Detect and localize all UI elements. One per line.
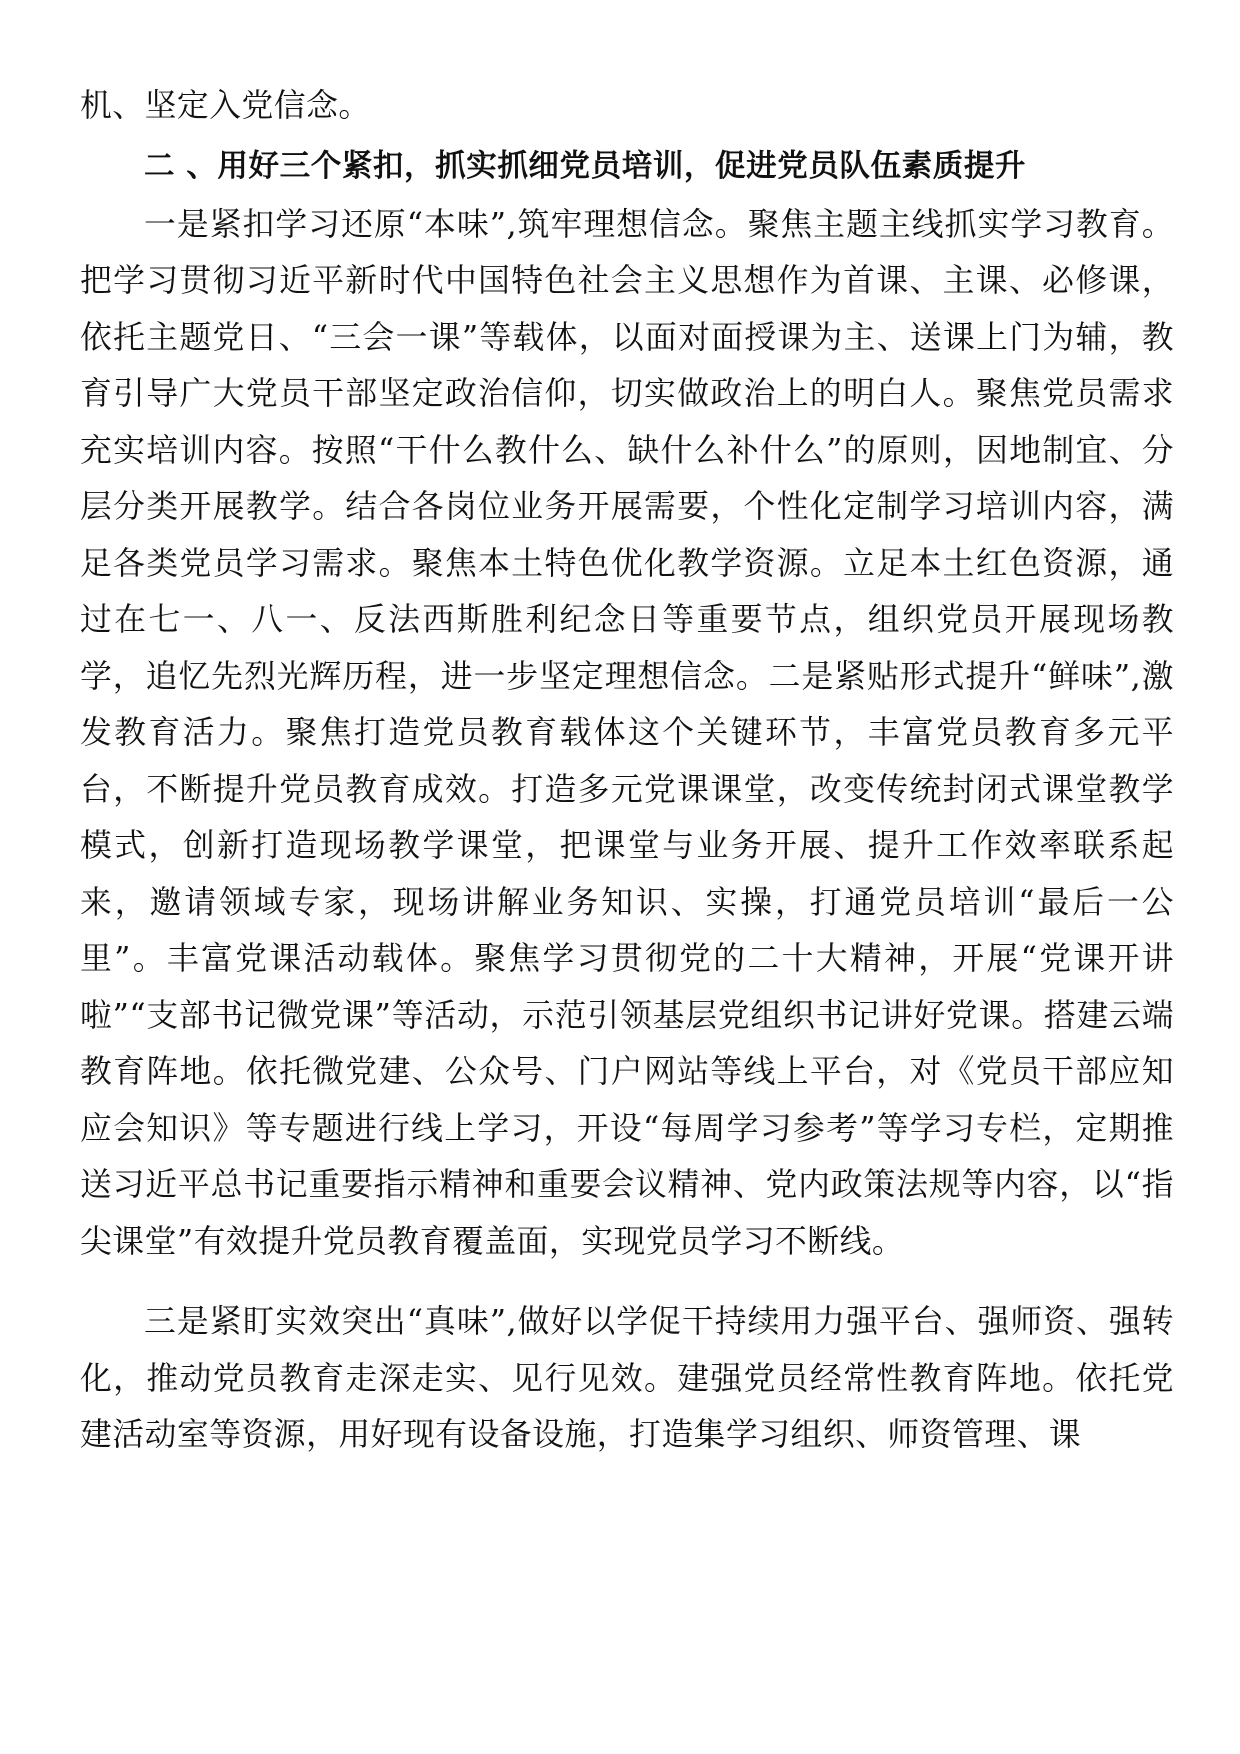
- body-paragraph-1: 一是紧扣学习还原“本味”,筑牢理想信念。聚焦主题主线抓实学习教育。把学习贯彻习近平新时代中国特色社会主义思想作为首课、主课、必修课，依托主题党日、“三会一课”等载体，以面对面授课为主、送课上门为辅，教育引导广大党员干部坚定政治信仰，切实做政治上的明白人。聚焦党员需求充实培训内容。按照“干什么教什么、缺什么补什么”的原则，因地制宜、分层分类开展教学。结合各岗位业务开展需要，个性化定制学习培训内容，满足各类党员学习需求。聚焦本土特色优化教学资源。立足本土红色资源，通过在七一、八一、反法西斯胜利纪念日等重要节点，组织党员开展现场教学，追忆先烈光辉历程，进一步坚定理想信念。二是紧贴形式提升“鲜味”,激发教育活力。聚焦打造党员教育载体这个关键环节，丰富党员教育多元平台，不断提升党员教育成效。打造多元党课课堂，改变传统封闭式课堂教学模式，创新打造现场教学课堂，把课堂与业务开展、提升工作效率联系起来，邀请领域专家，现场讲解业务知识、实操，打通党员培训“最后一公里”。丰富党课活动载体。聚焦学习贯彻党的二十大精神，开展“党课开讲啦”“支部书记微党课”等活动，示范引领基层党组织书记讲好党课。搭建云端教育阵地。依托微党建、公众号、门户网站等线上平台，对《党员干部应知应会知识》等专题进行线上学习，开设“每周学习参考”等学习专栏，定期推送习近平总书记重要指示精神和重要会议精神、党内政策法规等内容，以“指尖课堂”有效提升党员教育覆盖面，实现党员学习不断线。: [80, 205, 1174, 1260]
- body-paragraph-2: 三是紧盯实效突出“真味”,做好以学促干持续用力强平台、强师资、强转化，推动党员教育走深走实、见行见效。建强党员经常性教育阵地。依托党建活动室等资源，用好现有设备设施，打造集学习组织、师资管理、课: [80, 1303, 1174, 1453]
- continuation-text: 机、坚定入党信念。: [80, 87, 371, 124]
- document-page: [80, 78, 1174, 1464]
- section-heading: 二 、用好三个紧扣，抓实抓细党员培训，促进党员队伍素质提升: [144, 148, 1027, 184]
